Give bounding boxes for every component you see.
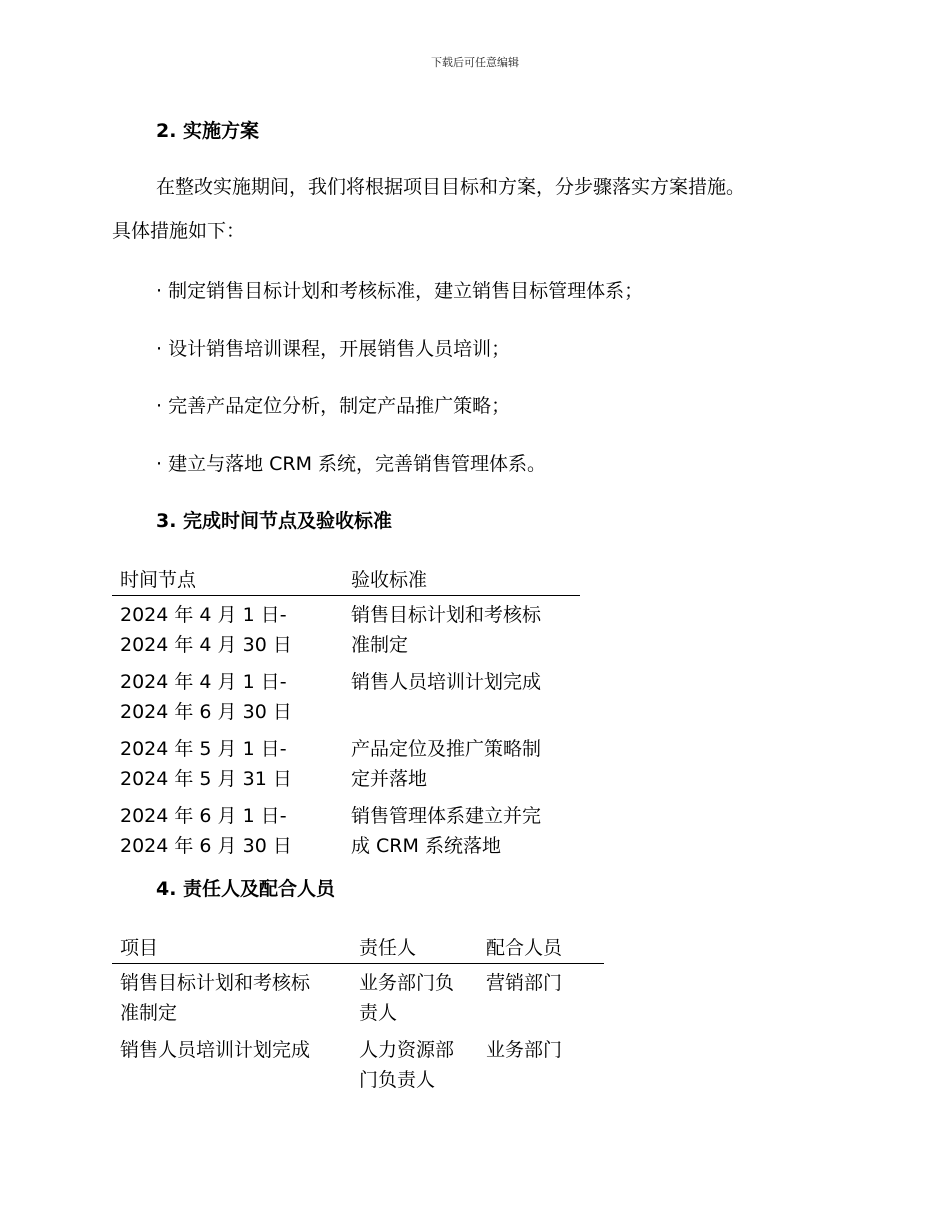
time-start: 2024 年 6 月 1 日- (120, 805, 287, 827)
column-header-item: 项目 (112, 930, 351, 964)
item-line: 销售人员培训计划完成 (120, 1039, 311, 1061)
table-row (112, 1031, 604, 1098)
time-start: 2024 年 4 月 1 日- (120, 604, 287, 626)
support-line: 营销部门 (486, 972, 563, 994)
time-cell (112, 730, 343, 797)
time-cell (112, 596, 343, 664)
standard-line: 产品定位及推广策略制 (351, 738, 542, 760)
standard-line: 成 CRM 系统落地 (351, 835, 501, 857)
bullet-item: · 设计销售培训课程，开展销售人员培训； (156, 338, 511, 360)
time-cell (112, 797, 343, 864)
standard-line: 销售目标计划和考核标 (351, 604, 542, 626)
standard-cell (343, 730, 580, 797)
item-cell (112, 1031, 351, 1098)
time-cell (112, 663, 343, 730)
support-cell (478, 1031, 604, 1098)
standard-cell (343, 797, 580, 864)
owner-cell (351, 964, 478, 1032)
table-row (112, 964, 604, 1032)
time-end: 2024 年 5 月 31 日 (120, 768, 292, 790)
milestone-table (112, 562, 580, 864)
column-header-standard: 验收标准 (343, 562, 580, 596)
responsibility-table (112, 930, 604, 1098)
table-row (112, 596, 580, 664)
table-row (112, 797, 580, 864)
item-line: 准制定 (120, 1002, 178, 1024)
owner-line: 门负责人 (359, 1069, 436, 1091)
table-row (112, 663, 580, 730)
section-heading-implementation: 2. 实施方案 (156, 120, 260, 142)
support-line: 业务部门 (486, 1039, 563, 1061)
owner-line: 责人 (359, 1002, 398, 1024)
table-header-row (112, 930, 604, 964)
intro-paragraph-line-2: 具体措施如下： (112, 220, 246, 242)
time-start: 2024 年 4 月 1 日- (120, 671, 287, 693)
standard-line: 销售人员培训计划完成 (351, 671, 542, 693)
standard-cell (343, 596, 580, 664)
standard-line: 销售管理体系建立并完 (351, 805, 542, 827)
standard-line: 准制定 (351, 634, 409, 656)
intro-paragraph-line-1: 在整改实施期间，我们将根据项目目标和方案，分步骤落实方案措施。 (156, 176, 746, 198)
support-cell (478, 964, 604, 1032)
column-header-support: 配合人员 (478, 930, 604, 964)
table-header-row (112, 562, 580, 596)
owner-line: 业务部门负 (359, 972, 455, 994)
section-heading-responsibility: 4. 责任人及配合人员 (156, 878, 336, 900)
page-header-note: 下载后可任意编辑 (431, 56, 519, 69)
item-line: 销售目标计划和考核标 (120, 972, 311, 994)
bullet-item: · 制定销售目标计划和考核标准，建立销售目标管理体系； (156, 280, 644, 302)
bullet-item: · 建立与落地 CRM 系统，完善销售管理体系。 (156, 453, 547, 475)
bullet-item: · 完善产品定位分析，制定产品推广策略； (156, 395, 511, 417)
item-cell (112, 964, 351, 1032)
column-header-owner: 责任人 (351, 930, 478, 964)
owner-line: 人力资源部 (359, 1039, 455, 1061)
time-end: 2024 年 6 月 30 日 (120, 835, 292, 857)
time-end: 2024 年 6 月 30 日 (120, 701, 292, 723)
table-row (112, 730, 580, 797)
section-heading-milestones: 3. 完成时间节点及验收标准 (156, 510, 393, 532)
time-end: 2024 年 4 月 30 日 (120, 634, 292, 656)
owner-cell (351, 1031, 478, 1098)
standard-line: 定并落地 (351, 768, 428, 790)
standard-cell (343, 663, 580, 730)
column-header-time: 时间节点 (112, 562, 343, 596)
time-start: 2024 年 5 月 1 日- (120, 738, 287, 760)
